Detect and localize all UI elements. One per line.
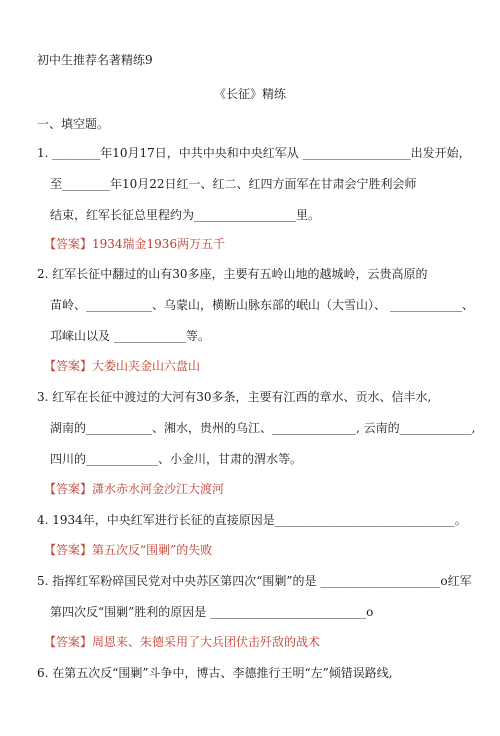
section-heading: 一、填空题。 xyxy=(37,117,110,131)
question-line: 6. 在第五次反“围剿”斗争中，博古、李德推行王明“左”倾错误路线, xyxy=(37,666,393,680)
question-line: 5. 指挥红军粉碎国民党对中央苏区第四次“围剿”的是 ____________________o红军 xyxy=(37,574,472,588)
question-line: 1. ________年10月17日，中共中央和中央红军从 __________________出发开始， xyxy=(37,146,471,160)
answer-text: 【答案】1934瑞金1936两万五千 xyxy=(44,237,226,251)
question-line: 第四次反“围剿”胜利的原因是 __________________________o xyxy=(50,605,374,619)
question-line: 至________年10月22日红一、红二、红四方面军在甘肃会宁胜利会师 xyxy=(50,177,417,191)
question-line: 湖南的___________、湘水，贵州的乌江、______________, 云南的____________, xyxy=(50,421,476,435)
answer-text: 【答案】第五次反“围剿”的失败 xyxy=(44,543,213,557)
question-line: 3. 红军在长征中渡过的大河有30多条，主要有江西的章水、贡水、信丰水, xyxy=(37,390,432,404)
answer-text: 【答案】大娄山夹金山六盘山 xyxy=(44,359,201,373)
question-line: 四川的____________、小金川，甘肃的渭水等。 xyxy=(50,452,303,466)
question-line: 4. 1934年，中央红军进行长征的直接原因是______________________________。 xyxy=(37,513,467,527)
question-line: 结束，红军长征总里程约为_________________里。 xyxy=(50,208,321,222)
question-line: 苗岭、___________、乌蒙山，横断山脉东部的岷山（大雪山）、 ____________、 xyxy=(50,298,474,312)
question-line: 邛崃山以及 ____________等。 xyxy=(50,329,210,343)
document-title: 《长征》精练 xyxy=(213,87,286,101)
answer-text: 【答案】潇水赤水河金沙江大渡河 xyxy=(44,482,225,496)
document-header: 初中生推荐名著精练9 xyxy=(37,53,153,67)
question-line: 2. 红军长征中翻过的山有30多座，主要有五岭山地的越城岭，云贵高原的 xyxy=(37,267,428,281)
answer-text: 【答案】周恩来、朱德采用了大兵团伏击歼敌的战术 xyxy=(44,635,321,649)
